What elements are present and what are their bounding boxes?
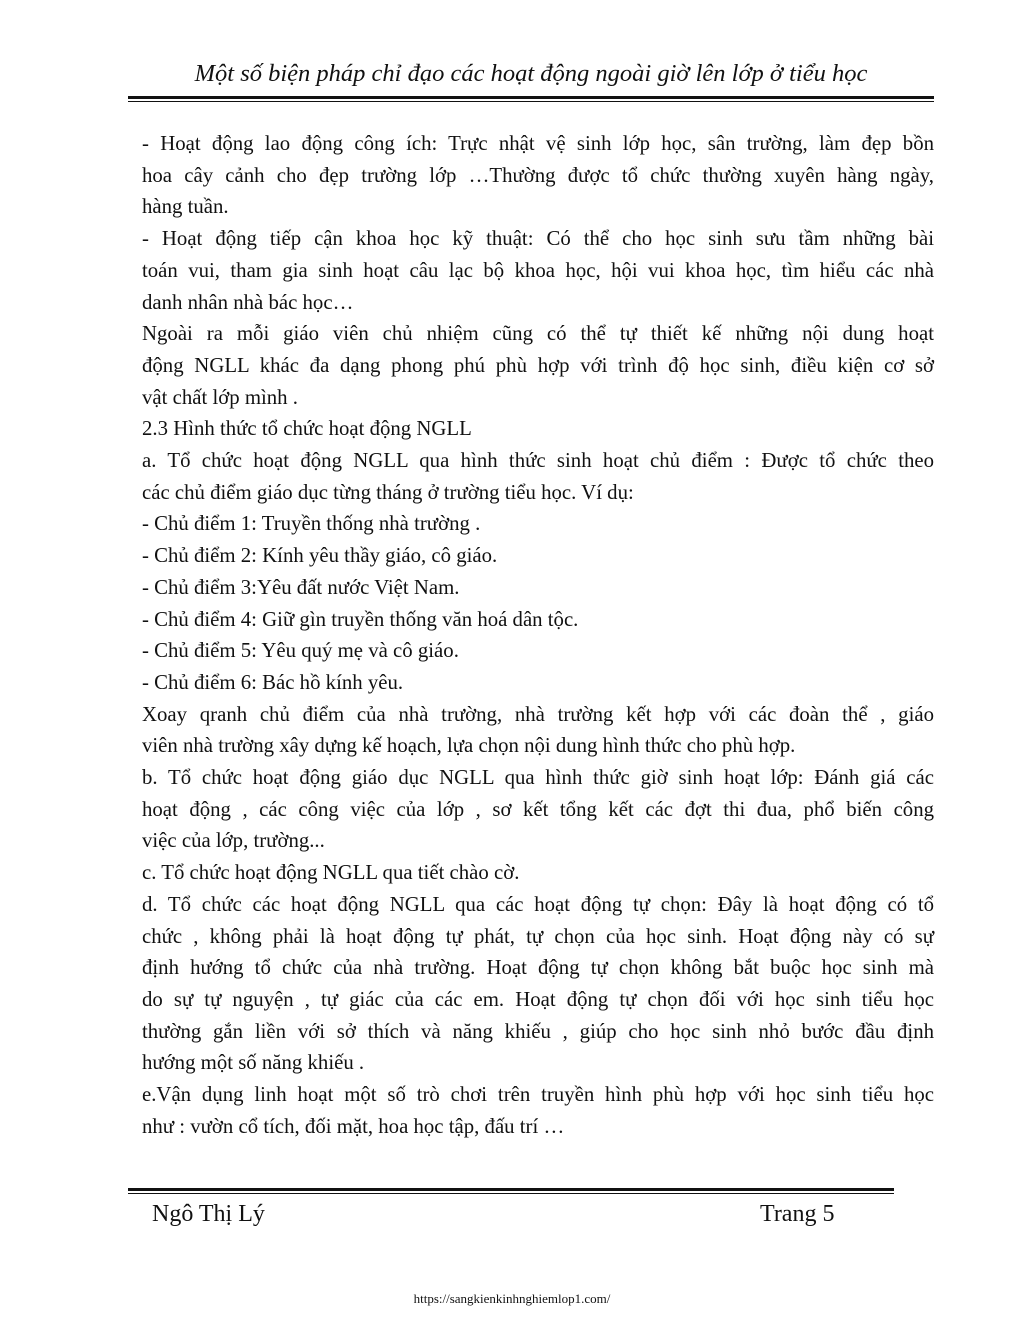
- list-item: - Chủ điểm 4: Giữ gìn truyền thống văn hoá dân tộc.: [142, 607, 579, 631]
- running-header-title: Một số biện pháp chỉ đạo các hoạt động ngoài giờ lên lớp ở tiểu học: [194, 60, 868, 87]
- page-number: Trang 5: [760, 1201, 835, 1227]
- document-body: [142, 128, 934, 1143]
- source-url-link[interactable]: https://sangkienkinhnghiemlop1.com/: [413, 1291, 611, 1306]
- body-line: do sự tự nguyện , tự giác của các em. Hoạt động tự chọn đối với học sinh tiểu học: [142, 987, 934, 1011]
- body-line: - Hoạt động tiếp cận khoa học kỹ thuật: Có thể cho học sinh sưu tầm những bài: [142, 227, 934, 251]
- body-line: việc của lớp, trường...: [142, 829, 325, 853]
- body-line: danh nhân nhà bác học…: [142, 290, 354, 314]
- footer-author: Ngô Thị Lý: [152, 1201, 265, 1227]
- body-line: c. Tổ chức hoạt động NGLL qua tiết chào cờ.: [142, 861, 520, 885]
- body-line: các chủ điểm giáo dục từng tháng ở trường tiểu học. Ví dụ:: [142, 480, 634, 504]
- body-line: e.Vận dụng linh hoạt một số trò chơi trên truyền hình phù hợp với học sinh tiểu học: [142, 1083, 934, 1107]
- list-item: - Chủ điểm 6: Bác hồ kính yêu.: [142, 670, 404, 694]
- body-line: hoa cây cảnh cho đẹp trường lớp …Thường được tổ chức thường xuyên hàng ngày,: [142, 163, 934, 187]
- body-line: Xoay qranh chủ điểm của nhà trường, nhà trường kết hợp với các đoàn thể , giáo: [142, 702, 934, 726]
- body-line: hướng một số năng khiếu .: [142, 1051, 365, 1075]
- body-line: toán vui, tham gia sinh hoạt câu lạc bộ khoa học, hội vui khoa học, tìm hiểu các nhà: [142, 258, 934, 282]
- body-line: vật chất lớp mình .: [142, 385, 298, 409]
- body-line: - Hoạt động lao động công ích: Trực nhật vệ sinh lớp học, sân trường, làm đẹp bồn: [142, 132, 934, 155]
- body-line: thường gắn liền với sở thích và năng khiếu , giúp cho học sinh nhỏ bước đầu định: [142, 1019, 934, 1043]
- body-line: động NGLL khác đa dạng phong phú phù hợp với trình độ học sinh, điều kiện cơ sở: [142, 353, 934, 377]
- body-line: viên nhà trường xây dựng kế hoạch, lựa chọn nội dung hình thức cho phù hợp.: [142, 734, 796, 758]
- footer-divider: [128, 1188, 894, 1194]
- body-line: chức , không phải là hoạt động tự phát, tự chọn của học sinh. Hoạt động này có sự: [142, 924, 934, 948]
- body-line: định hướng tổ chức của nhà trường. Hoạt động tự chọn không bắt buộc học sinh mà: [142, 956, 934, 980]
- body-line: như : vườn cổ tích, đối mặt, hoa học tập, đấu trí …: [142, 1114, 565, 1138]
- list-item: - Chủ điểm 5: Yêu quý mẹ và cô giáo.: [142, 639, 459, 663]
- body-line: hoạt động , các công việc của lớp , sơ kết tổng kết các đợt thi đua, phổ biến công: [142, 797, 934, 821]
- body-line: hàng tuần.: [142, 195, 229, 219]
- body-line: d. Tổ chức các hoạt động NGLL qua các hoạt động tự chọn: Đây là hoạt động có tổ: [142, 892, 934, 916]
- list-item: - Chủ điểm 3:Yêu đất nước Việt Nam.: [142, 575, 460, 599]
- list-item: - Chủ điểm 2: Kính yêu thầy giáo, cô giáo.: [142, 544, 498, 568]
- body-line: Ngoài ra mỗi giáo viên chủ nhiệm cũng có thể tự thiết kế những nội dung hoạt: [142, 322, 934, 346]
- header-divider: [128, 96, 934, 102]
- list-item: - Chủ điểm 1: Truyền thống nhà trường .: [142, 512, 481, 536]
- section-heading: 2.3 Hình thức tổ chức hoạt động NGLL: [142, 417, 472, 441]
- body-line: a. Tổ chức hoạt động NGLL qua hình thức sinh hoạt chủ điểm : Được tổ chức theo: [142, 449, 934, 473]
- body-line: b. Tổ chức hoạt động giáo dục NGLL qua hình thức giờ sinh hoạt lớp: Đánh giá các: [142, 766, 934, 790]
